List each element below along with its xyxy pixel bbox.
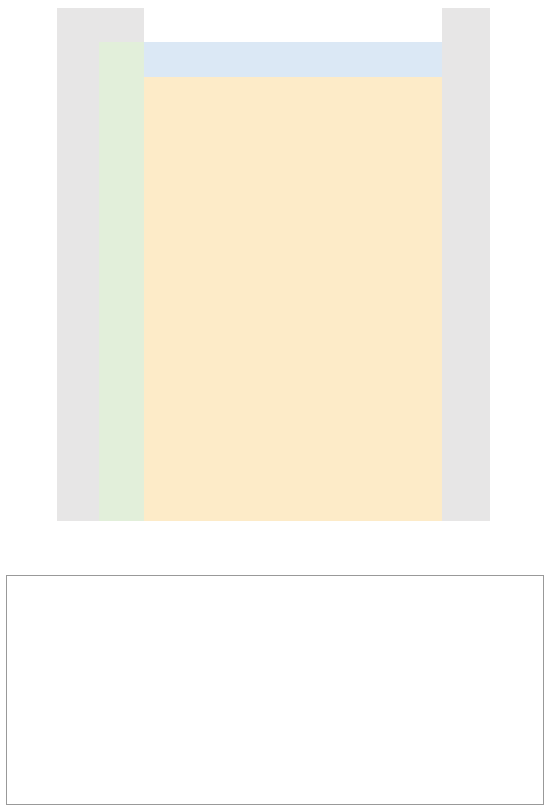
bp-header-bg [99, 8, 144, 42]
butterfly-area-bg [144, 77, 442, 521]
x-column-bg [57, 8, 99, 521]
h-column-bg [442, 8, 490, 521]
ellipsis-row-bg [144, 42, 442, 77]
bp-column-bg [99, 42, 144, 521]
circuit-frame [7, 576, 544, 805]
circuit-diagram [7, 576, 544, 805]
